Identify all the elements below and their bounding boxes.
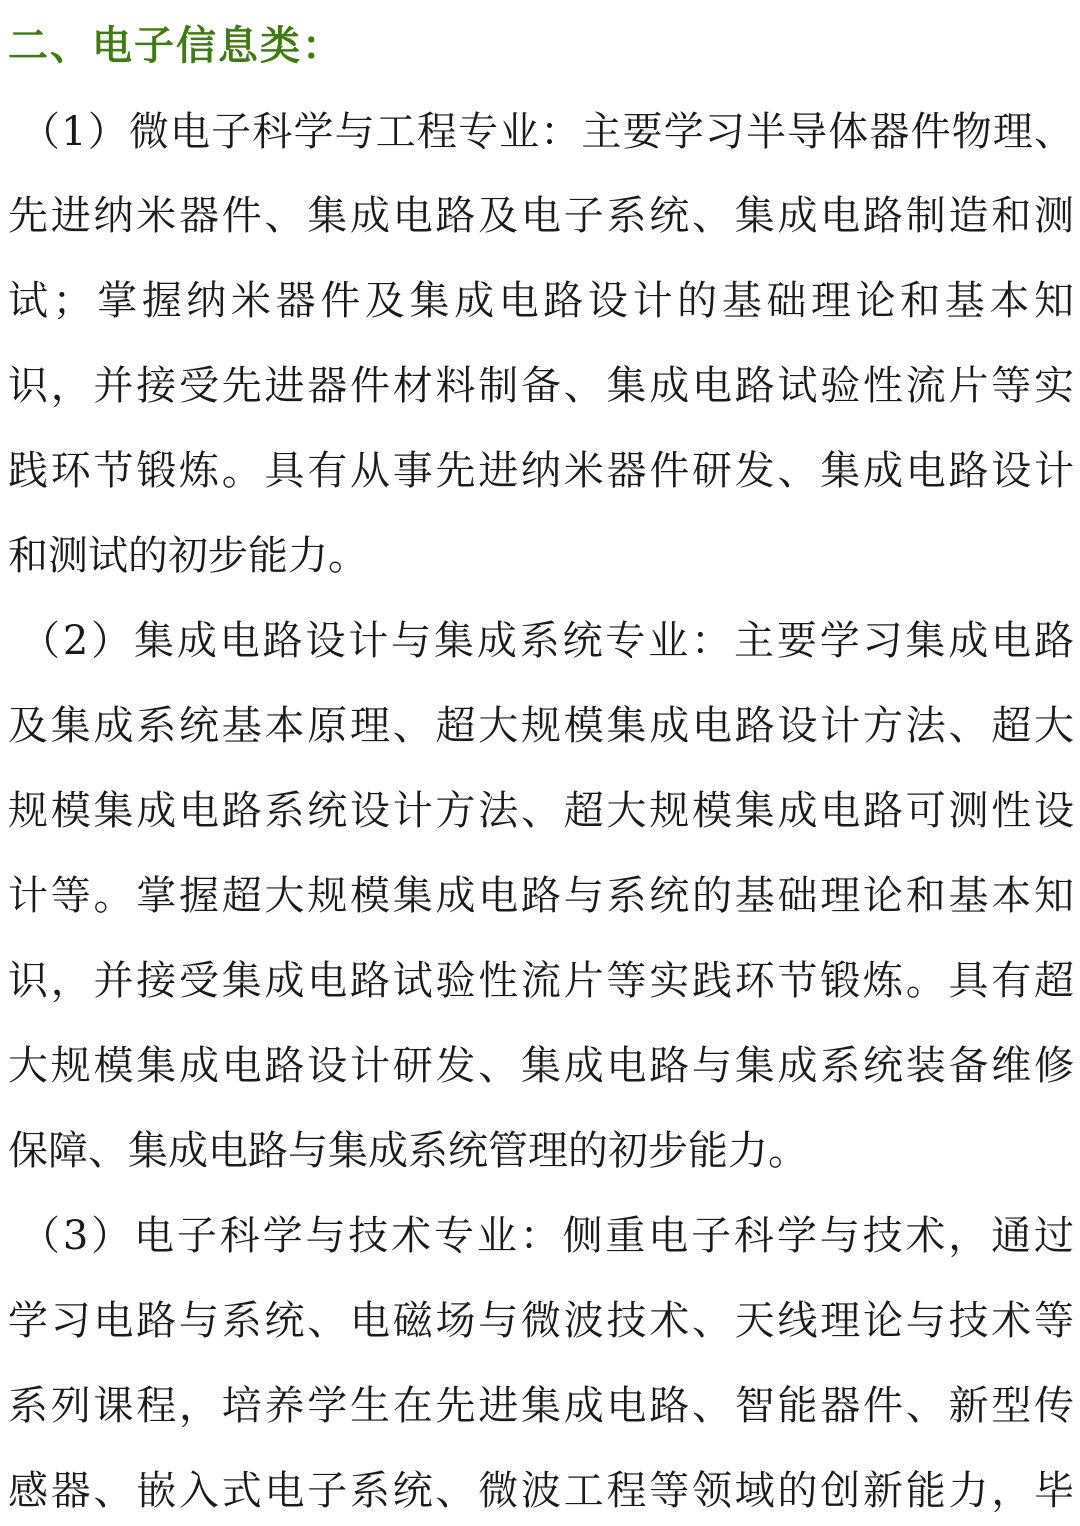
paragraph-2-line-4: 计等。掌握超大规模集成电路与系统的基础理论和基本知 <box>8 873 1074 919</box>
paragraph-2-line-5: 识，并接受集成电路试验性流片等实践环节锻炼。具有超 <box>8 958 1074 1004</box>
paragraph-1-line-5: 践环节锻炼。具有从事先进纳米器件研发、集成电路设计 <box>8 448 1074 494</box>
section-heading: 二、电子信息类： <box>8 23 344 69</box>
paragraph-1-line-2: 先进纳米器件、集成电路及电子系统、集成电路制造和测 <box>8 193 1074 239</box>
paragraph-3-line-1: （3）电子科学与技术专业：侧重电子科学与技术，通过 <box>20 1213 1074 1259</box>
paragraph-3-line-2: 学习电路与系统、电磁场与微波技术、天线理论与技术等 <box>8 1298 1074 1344</box>
paragraph-2-line-1: （2）集成电路设计与集成系统专业：主要学习集成电路 <box>20 618 1074 664</box>
paragraph-3-line-3: 系列课程，培养学生在先进集成电路、智能器件、新型传 <box>8 1383 1074 1429</box>
paragraph-1-line-6: 和测试的初步能力。 <box>8 533 368 579</box>
paragraph-1-line-1: （1）微电子科学与工程专业：主要学习半导体器件物理、 <box>20 109 1074 155</box>
paragraph-2-line-2: 及集成系统基本原理、超大规模集成电路设计方法、超大 <box>8 703 1074 749</box>
paragraph-2-line-6: 大规模集成电路设计研发、集成电路与集成系统装备维修 <box>8 1043 1074 1089</box>
paragraph-1-line-3: 试；掌握纳米器件及集成电路设计的基础理论和基本知 <box>8 278 1074 324</box>
paragraph-2-line-7: 保障、集成电路与集成系统管理的初步能力。 <box>8 1128 808 1174</box>
paragraph-3-line-4: 感器、嵌入式电子系统、微波工程等领域的创新能力，毕 <box>8 1468 1074 1514</box>
paragraph-2-line-3: 规模集成电路系统设计方法、超大规模集成电路可测性设 <box>8 788 1074 834</box>
paragraph-1-line-4: 识，并接受先进器件材料制备、集成电路试验性流片等实 <box>8 363 1074 409</box>
